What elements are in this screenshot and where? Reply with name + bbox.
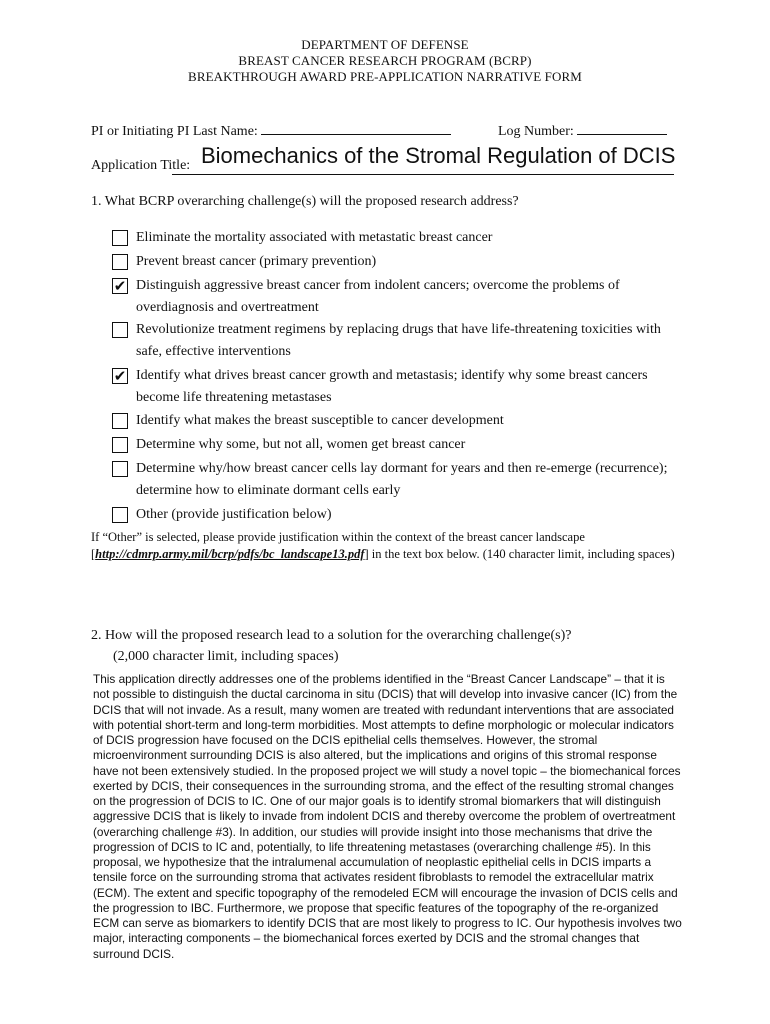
other-justification-note bbox=[91, 529, 691, 563]
option-label-7: Determine why some, but not all, women get breast cancer bbox=[136, 437, 466, 452]
question-2-character-limit: (2,000 character limit, including spaces) bbox=[113, 649, 339, 664]
checkbox-option-2[interactable] bbox=[112, 254, 128, 270]
checkbox-option-5[interactable]: ✔ bbox=[113, 367, 127, 385]
option-label-1: Eliminate the mortality associated with metastatic breast cancer bbox=[136, 230, 493, 245]
header-line-3: BREAKTHROUGH AWARD PRE-APPLICATION NARRATIVE FORM bbox=[188, 69, 582, 84]
landscape-link[interactable]: http://cdmrp.army.mil/bcrp/pdfs/bc_landscape13.pdf bbox=[95, 547, 365, 561]
checkbox-option-3[interactable]: ✔ bbox=[113, 277, 127, 295]
option-label-3: Distinguish aggressive breast cancer from indolent cancers; overcome the problems of overdiagnosis and overtreatment bbox=[136, 278, 620, 315]
option-label-2: Prevent breast cancer (primary prevention) bbox=[136, 254, 377, 269]
question-1: 1. What BCRP overarching challenge(s) will the proposed research address? bbox=[91, 194, 519, 209]
log-number-label: Log Number: bbox=[498, 124, 574, 139]
header-line-2: BREAST CANCER RESEARCH PROGRAM (BCRP) bbox=[238, 53, 532, 68]
checkbox-option-7[interactable] bbox=[112, 437, 128, 453]
application-title-field[interactable]: Biomechanics of the Stromal Regulation of DCIS bbox=[201, 143, 676, 168]
log-number-row bbox=[498, 121, 667, 140]
pi-name-field[interactable] bbox=[261, 121, 451, 135]
pi-name-row bbox=[91, 121, 451, 140]
note-text-after: ] in the text box below. (140 character limit, including spaces) bbox=[364, 547, 675, 561]
option-label-6: Identify what makes the breast susceptible to cancer development bbox=[136, 413, 504, 428]
question-2: 2. How will the proposed research lead to a solution for the overarching challenge(s)? bbox=[91, 628, 572, 643]
checkbox-option-1[interactable] bbox=[112, 230, 128, 246]
application-title-underline bbox=[172, 174, 674, 175]
checkbox-option-9[interactable] bbox=[112, 507, 128, 523]
option-label-5: Identify what drives breast cancer growth and metastasis; identify why some breast cancers become life threatening metastases bbox=[136, 368, 648, 405]
option-label-8: Determine why/how breast cancer cells lay dormant for years and then re-emerge (recurrence); determine how to eliminate dormant cells early bbox=[136, 461, 668, 498]
header-line-1: DEPARTMENT OF DEFENSE bbox=[301, 37, 469, 52]
application-title-label: Application Title: bbox=[91, 158, 191, 173]
log-number-field[interactable] bbox=[577, 121, 667, 135]
question-2-answer-field[interactable]: This application directly addresses one of the problems identified in the “Breast Cancer Landscape” – that it is not possible to distinguish the ductal carcinoma in situ (DCIS) that will develop into invasive cancer (IC) from the DCIS that will not invade. As a result, many women are treated with redundant interventions that are associated with potential short-term and long-term morbidities. Most attempts to define morphologic or molecular indicators of DCIS progression have focused on the DCIS epithelial cells themselves. However, the stromal microenvironment surrounding DCIS is also altered, but the implications and origins of this stromal response have not been extensively studied. In the proposed project we will study a novel topic – the biomechanical forces exerted by DCIS, their consequences in the surrounding stroma, and the effect of the resulting stromal changes on the progression of DCIS to IC. One of our major goals is to identify stromal biomarkers that will distinguish aggressive DCIS that is likely to invade from indolent DCIS and thereby overcome the problem of overtreatment (overarching challenge #3). In addition, our studies will provide insight into those mechanisms that drive the progression of DCIS to IC and, potentially, to life threatening metastases (overarching challenge #5). In this proposal, we hypothesize that the intralumenal accumulation of neoplastic epithelial cells in DCIS imparts a tensile force on the surrounding stroma that activates resident fibroblasts to remodel the extracellular matrix (ECM). The extent and specific topography of the remodeled ECM will encourage the invasion of DCIS cells and the progression to IBC. Furthermore, we propose that specific features of the topography of the re-organized ECM can serve as biomarkers to identify DCIS that are most likely to progress to IC. Our hypothesis involves two major, interacting components – the biomechanical forces exerted by DCIS and the stromal changes that surround DCIS. bbox=[93, 672, 682, 961]
note-text-before: If “Other” is selected, please provide justification within the context of the breast cancer landscape [ bbox=[91, 530, 585, 561]
checkbox-option-4[interactable] bbox=[112, 322, 128, 338]
pi-name-label: PI or Initiating PI Last Name: bbox=[91, 124, 258, 139]
option-label-9: Other (provide justification below) bbox=[136, 507, 332, 522]
checkbox-option-8[interactable] bbox=[112, 461, 128, 477]
option-label-4: Revolutionize treatment regimens by replacing drugs that have life-threatening toxicities with safe, effective interventions bbox=[136, 322, 661, 359]
checkbox-option-6[interactable] bbox=[112, 413, 128, 429]
